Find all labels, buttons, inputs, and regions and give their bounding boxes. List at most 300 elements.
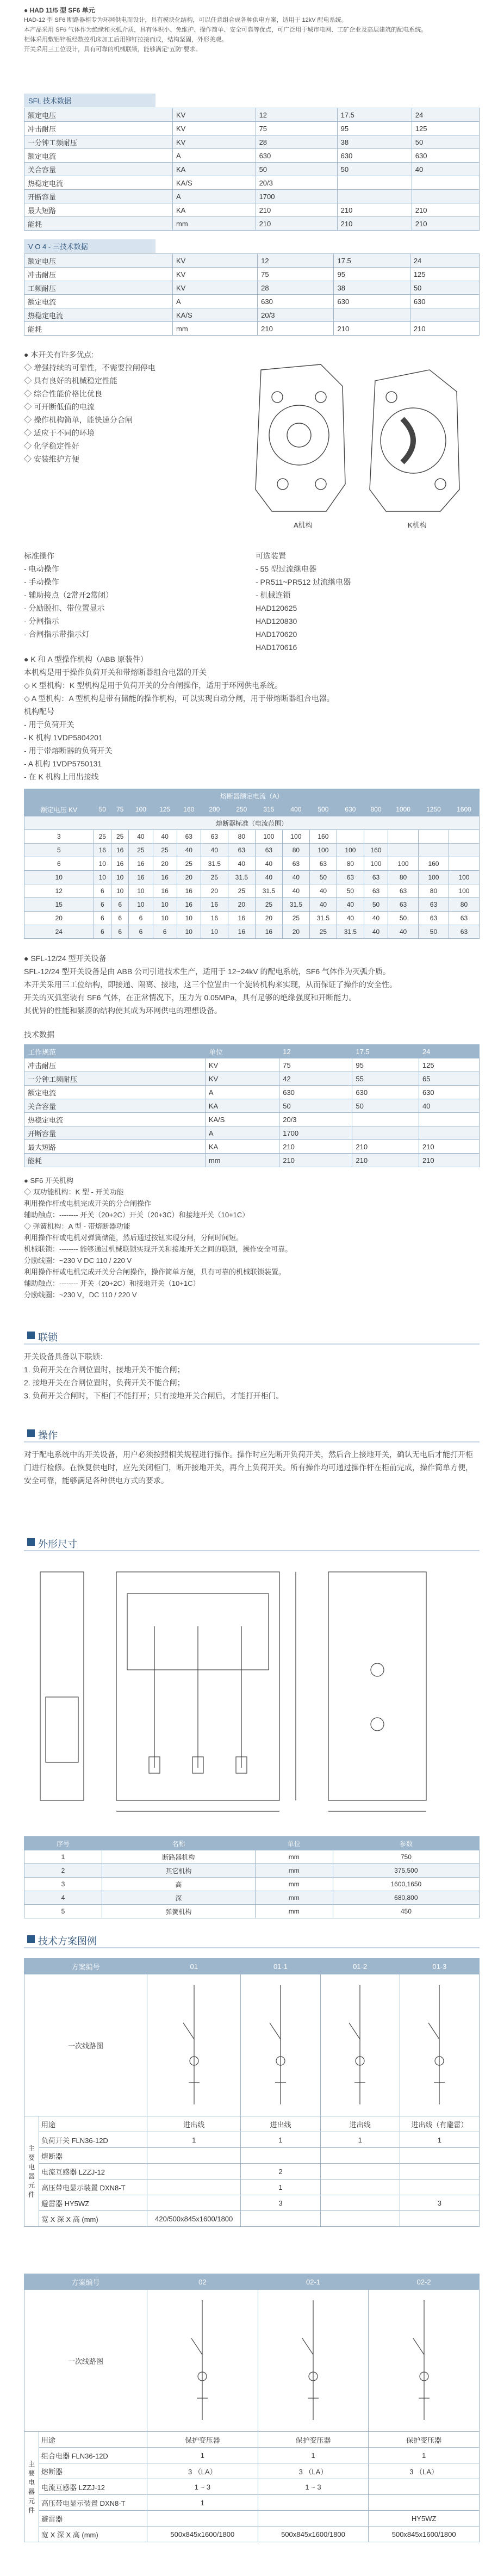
table-cell: 进出线 bbox=[241, 2116, 320, 2132]
table-cell bbox=[449, 857, 479, 871]
table-cell: 20/3 bbox=[258, 308, 334, 322]
table-cell: 能耗 bbox=[24, 1154, 206, 1167]
table-cell bbox=[147, 2164, 241, 2179]
table-cell: 6 bbox=[129, 912, 153, 925]
table-cell: 6 bbox=[94, 884, 111, 898]
table-cell: 弹簧机构 bbox=[102, 1905, 255, 1918]
table-cell: 熔断器 bbox=[39, 2463, 147, 2479]
table-cell: 210 bbox=[258, 322, 334, 336]
table-row bbox=[24, 322, 480, 336]
table-row bbox=[24, 2195, 480, 2211]
table-cell: 40 bbox=[255, 871, 282, 884]
table-cell: 进出线 bbox=[320, 2116, 400, 2132]
table-cell: 50 bbox=[337, 163, 412, 176]
table-cell: 16 bbox=[94, 844, 111, 857]
table-cell: 6 bbox=[111, 912, 128, 925]
table-cell: 1 ~ 3 bbox=[258, 2479, 369, 2495]
intro-line: 开关采用三工位设计，具有可靠的机械联锁，能够满足“五防”要求。 bbox=[24, 46, 202, 53]
table-cell: 630 bbox=[334, 295, 410, 308]
table-cell: 额定电压 bbox=[24, 108, 173, 122]
table-cell: 210 bbox=[337, 203, 412, 217]
table-cell: 75 bbox=[256, 122, 337, 135]
table-cell bbox=[364, 830, 388, 844]
table-cell: KV bbox=[173, 135, 256, 149]
table-cell: 40 bbox=[309, 898, 337, 912]
section-icon bbox=[27, 1429, 35, 1437]
table-header-row bbox=[24, 2274, 480, 2290]
optional-title: 可选装置 bbox=[256, 552, 286, 560]
diagram-svg bbox=[281, 2295, 346, 2425]
table-cell: 3 bbox=[24, 830, 94, 844]
table-cell: 进出线（有避雷） bbox=[400, 2116, 479, 2132]
v4-tech-title: V O 4 - 三技术数据 bbox=[24, 239, 155, 253]
table-cell: 125 bbox=[419, 1058, 479, 1072]
table-cell: 一分钟工频耐压 bbox=[24, 135, 173, 149]
sfl-tech-table bbox=[24, 108, 480, 231]
table-cell: 6 bbox=[24, 857, 94, 871]
table-cell: KA/S bbox=[173, 308, 258, 322]
table-row bbox=[24, 871, 480, 884]
table-cell: 保护变压器 bbox=[369, 2432, 480, 2448]
table-cell: 主要电器元件 bbox=[24, 2432, 39, 2542]
table-cell: 16 bbox=[111, 844, 128, 857]
table-cell: 160 bbox=[364, 844, 388, 857]
table-cell: 28 bbox=[258, 281, 334, 295]
section-icon bbox=[27, 1935, 35, 1943]
table-cell: 1 bbox=[241, 2179, 320, 2195]
table-cell: 50 bbox=[309, 871, 337, 884]
intro-line: 柜体采用敷铝锌板经数控机床加工后用铆钉拉接而成，结构坚固，外形美观。 bbox=[24, 36, 227, 43]
table-row bbox=[24, 830, 480, 844]
table-cell: 20/3 bbox=[279, 1113, 352, 1126]
table-cell: 主要电器元件 bbox=[24, 2116, 39, 2227]
table-cell bbox=[241, 2148, 320, 2164]
table-cell: 31.5 bbox=[309, 912, 337, 925]
table-cell: 开断容量 bbox=[24, 190, 173, 203]
table-cell: 10 bbox=[201, 925, 228, 939]
sf-mech-line: 利用操作杆或电机对弹簧储能，然后通过按钮实现分闸，分闸时间短。 bbox=[24, 1234, 244, 1242]
table-row bbox=[24, 149, 480, 163]
table-cell: 450 bbox=[333, 1905, 479, 1918]
table-cell: 2 bbox=[24, 1864, 102, 1878]
table-cell: 1 bbox=[320, 2132, 400, 2148]
ka-line: 机构配号 bbox=[24, 707, 54, 716]
optional-item: HAD120625 bbox=[256, 604, 297, 612]
table-cell: 80 bbox=[419, 884, 449, 898]
table-row bbox=[24, 217, 480, 231]
operation-text: 对于配电系统中的开关设备，用户必须按照相关规程进行操作。操作时应先断开负荷开关，然后合上接地开关，确认无电后才能打开柜门进行检修。在恢复供电时，应先关闭柜门，断开接地开关，再合上负荷开关。所有操作均可通过操作杆在柜前完成，操作简单方便，安全可靠，能够满足各种供电方式的要求。 bbox=[24, 1450, 473, 1485]
ka-line: - 在 K 机构上用出接线 bbox=[24, 772, 99, 781]
table-cell: 500x845x1600/1800 bbox=[258, 2527, 369, 2542]
table-row bbox=[24, 2527, 480, 2542]
table-cell: 63 bbox=[282, 857, 309, 871]
table-cell: 40 bbox=[282, 884, 309, 898]
table-cell: 63 bbox=[228, 844, 255, 857]
table-cell: 1 bbox=[24, 1850, 102, 1864]
table-cell: 16 bbox=[177, 884, 201, 898]
table-cell: 25 bbox=[309, 925, 337, 939]
table-cell bbox=[241, 2211, 320, 2227]
standard-item: - 合闸指示带指示灯 bbox=[24, 630, 90, 639]
standard-title: 标准操作 bbox=[24, 552, 54, 560]
schemes-title: 技术方案图例 bbox=[38, 1936, 97, 1947]
tech2-table bbox=[24, 1044, 480, 1167]
table-row bbox=[24, 203, 480, 217]
table-cell: 热稳定电流 bbox=[24, 1113, 206, 1126]
table-cell: mm bbox=[255, 1850, 333, 1864]
table-cell: 210 bbox=[419, 1154, 479, 1167]
table-cell: 高 bbox=[102, 1878, 255, 1891]
table-cell: 800 bbox=[364, 803, 388, 816]
table-row bbox=[24, 2132, 480, 2148]
optional-item: HAD120830 bbox=[256, 617, 297, 626]
table-cell bbox=[388, 844, 419, 857]
table-cell: 42 bbox=[279, 1072, 352, 1086]
table-row bbox=[24, 2479, 480, 2495]
table-cell: 50 bbox=[364, 898, 388, 912]
table-cell bbox=[449, 830, 479, 844]
table-cell: 80 bbox=[388, 871, 419, 884]
table-row bbox=[24, 857, 480, 871]
table-cell: 40 bbox=[177, 844, 201, 857]
feature-item: ◇ 增强持续的可靠性，不需要拉闸停电 bbox=[24, 363, 155, 372]
table-cell: 50 bbox=[410, 281, 479, 295]
mech-standard bbox=[24, 549, 241, 641]
features-heading: ● 本开关有许多优点: bbox=[24, 350, 94, 359]
table-cell: 200 bbox=[201, 803, 228, 816]
dimension-drawing bbox=[24, 1561, 480, 1822]
table-cell: 100 bbox=[255, 830, 282, 844]
interlock-line: 2. 接地开关在合闸位置时，负荷开关不能合闸； bbox=[24, 1378, 185, 1387]
sfl24-heading: ● SFL-12/24 型开关设备 bbox=[24, 954, 107, 963]
table-cell: 10 bbox=[177, 912, 201, 925]
table-cell bbox=[147, 2179, 241, 2195]
table-cell: KA/S bbox=[173, 176, 256, 190]
table-cell: 40 bbox=[419, 1099, 479, 1113]
table-cell: 100 bbox=[309, 844, 337, 857]
table-cell: 宽 X 深 X 高 (mm) bbox=[39, 2211, 147, 2227]
table-cell: 10 bbox=[94, 857, 111, 871]
single-line-diagram bbox=[241, 1974, 320, 2116]
standard-item: - 分励脱扣、带位置显示 bbox=[24, 604, 105, 612]
table-cell: 电流互感器 LZZJ-12 bbox=[39, 2479, 147, 2495]
optional-item: HAD170616 bbox=[256, 643, 297, 652]
diagram-svg bbox=[248, 1979, 313, 2110]
table-cell: 16 bbox=[228, 925, 255, 939]
table-cell: 40 bbox=[364, 912, 388, 925]
table-cell: 31.5 bbox=[255, 884, 282, 898]
table-cell: 额定电压 bbox=[24, 254, 173, 268]
table-header-row bbox=[24, 1837, 480, 1850]
table-cell: 100 bbox=[364, 857, 388, 871]
interlock-line: 1. 负荷开关在合闸位置时，接地开关不能合闸； bbox=[24, 1365, 185, 1374]
scheme-table-1 bbox=[24, 1958, 480, 2227]
table-cell: 3 （LA） bbox=[258, 2463, 369, 2479]
table-cell: 1700 bbox=[279, 1126, 352, 1140]
table-row bbox=[24, 1974, 480, 2116]
ka-line: ◇ A 型机构：A 型机构是带有储能的操作机构，可以实现自动分闸，用于带熔断器组合电器。 bbox=[24, 694, 334, 703]
table-cell: mm bbox=[255, 1905, 333, 1918]
table-cell: 热稳定电流 bbox=[24, 176, 173, 190]
table-cell: 630 bbox=[337, 803, 364, 816]
table-cell: 40 bbox=[282, 871, 309, 884]
table-cell: 开断容量 bbox=[24, 1126, 206, 1140]
table-cell: 方案编号 bbox=[24, 2274, 147, 2290]
table-row bbox=[24, 308, 480, 322]
table-row bbox=[24, 1126, 480, 1140]
table-cell: 210 bbox=[256, 203, 337, 217]
table-cell: 16 bbox=[228, 912, 255, 925]
table-row bbox=[24, 190, 480, 203]
table-cell: 01 bbox=[147, 1959, 241, 1974]
table-cell: 65 bbox=[419, 1072, 479, 1086]
ka-line: - K 机构 1VDP5804201 bbox=[24, 733, 103, 742]
table-cell: 63 bbox=[201, 830, 228, 844]
table-cell: 20 bbox=[228, 898, 255, 912]
table-cell: 能耗 bbox=[24, 322, 173, 336]
feature-item: ◇ 综合性能价格比优良 bbox=[24, 389, 102, 398]
table-cell: 31.5 bbox=[201, 857, 228, 871]
table-row bbox=[24, 254, 480, 268]
table-cell: 50 bbox=[337, 884, 364, 898]
table-cell bbox=[388, 830, 419, 844]
table-cell: 125 bbox=[153, 803, 177, 816]
table-cell: KV bbox=[173, 108, 256, 122]
intro-heading: ● HAD 11/5 型 SF6 单元 bbox=[24, 7, 95, 14]
table-cell: 16 bbox=[153, 884, 177, 898]
table-cell: 3 bbox=[24, 1878, 102, 1891]
table-cell: KA bbox=[205, 1099, 279, 1113]
table-cell: mm bbox=[205, 1154, 279, 1167]
sf-mech-line: ◇ 双功能机构：K 型 - 开关功能 bbox=[24, 1188, 124, 1196]
table-cell: 100 bbox=[282, 830, 309, 844]
table-cell: 95 bbox=[334, 268, 410, 281]
sfl24-line: 开关的灭弧室装有 SF6 气体，在正常情况下，压力为 0.05MPa，具有足够的绝缘强度和开断能力。 bbox=[24, 993, 357, 1002]
table-cell: 20 bbox=[282, 925, 309, 939]
single-line-diagram bbox=[258, 2290, 369, 2432]
table-cell: 序号 bbox=[24, 1837, 102, 1850]
table-cell: 15 bbox=[24, 898, 94, 912]
operation-header bbox=[24, 1425, 480, 1442]
table-cell: 熔断器标准（电流范围） bbox=[24, 816, 480, 830]
table-cell: 6 bbox=[94, 912, 111, 925]
table-cell: 用途 bbox=[39, 2432, 147, 2448]
table-cell: 16 bbox=[111, 857, 128, 871]
table-cell: 40 bbox=[201, 844, 228, 857]
table-cell: 38 bbox=[337, 135, 412, 149]
table-cell bbox=[419, 830, 449, 844]
table-cell bbox=[400, 2211, 479, 2227]
table-cell: 55 bbox=[352, 1072, 419, 1086]
table-row bbox=[24, 281, 480, 295]
table-cell: 100 bbox=[337, 844, 364, 857]
table-cell: 38 bbox=[334, 281, 410, 295]
table-cell: 12 bbox=[279, 1045, 352, 1058]
table-cell: 63 bbox=[388, 898, 419, 912]
table-cell: A bbox=[205, 1086, 279, 1099]
table-cell: 160 bbox=[309, 830, 337, 844]
table-cell: 210 bbox=[279, 1154, 352, 1167]
table-cell: mm bbox=[255, 1864, 333, 1878]
dims-title: 外形尺寸 bbox=[38, 1539, 77, 1550]
table-cell: 40 bbox=[255, 857, 282, 871]
table-cell bbox=[337, 190, 412, 203]
table-header-row bbox=[24, 816, 480, 830]
table-cell: 210 bbox=[352, 1140, 419, 1154]
table-cell: 6 bbox=[94, 898, 111, 912]
table-cell: 其它机构 bbox=[102, 1864, 255, 1878]
table-cell: 50 bbox=[412, 135, 479, 149]
table-row bbox=[24, 884, 480, 898]
table-row bbox=[24, 1099, 480, 1113]
table-cell: 名称 bbox=[102, 1837, 255, 1850]
table-row bbox=[24, 844, 480, 857]
table-row bbox=[24, 1058, 480, 1072]
table-cell: 630 bbox=[419, 1086, 479, 1099]
table-cell: 10 bbox=[129, 884, 153, 898]
table-row bbox=[24, 108, 480, 122]
table-cell: 50 bbox=[279, 1099, 352, 1113]
table-cell: 16 bbox=[201, 898, 228, 912]
table-cell: 断路器机构 bbox=[102, 1850, 255, 1864]
table-cell: mm bbox=[173, 217, 256, 231]
table-cell: 3 （LA） bbox=[369, 2463, 480, 2479]
table-cell: 25 bbox=[255, 898, 282, 912]
table-cell: 额定电压 KV bbox=[24, 803, 94, 816]
table-cell bbox=[352, 1126, 419, 1140]
table-cell: 80 bbox=[228, 830, 255, 844]
optional-item: - 机械连锁 bbox=[256, 591, 291, 599]
table-cell: 1000 bbox=[388, 803, 419, 816]
table-cell: 500 bbox=[309, 803, 337, 816]
table-cell: 20 bbox=[201, 884, 228, 898]
table-cell: 1250 bbox=[419, 803, 449, 816]
sfl24-line: SFL-12/24 型开关设备是由 ABB 公司引进技术生产，适用于 12~24kV 的配电系统，SF6 气体作为灭弧介质。 bbox=[24, 967, 391, 976]
table-row bbox=[24, 925, 480, 939]
k-mech-label: K机构 bbox=[408, 521, 427, 529]
table-cell: 20 bbox=[255, 912, 282, 925]
table-row bbox=[24, 1878, 480, 1891]
diagram-svg bbox=[170, 2295, 235, 2425]
table-cell: 80 bbox=[337, 857, 364, 871]
table-cell: 680,800 bbox=[333, 1891, 479, 1905]
table-cell: 63 bbox=[419, 898, 449, 912]
table-cell: 75 bbox=[258, 268, 334, 281]
table-cell bbox=[369, 2479, 480, 2495]
table-row bbox=[24, 898, 480, 912]
interlock-line: 3. 负荷开关合闸时，下柜门不能打开；只有接地开关合闸后，才能打开柜门。 bbox=[24, 1391, 284, 1400]
table-cell bbox=[147, 2511, 258, 2527]
table-row bbox=[24, 2495, 480, 2511]
table-cell bbox=[400, 2179, 479, 2195]
table-cell: 熔断器额定电流（A） bbox=[24, 789, 480, 803]
table-cell: 10 bbox=[111, 871, 128, 884]
table-cell: 420/500x845x1600/1800 bbox=[147, 2211, 241, 2227]
table-cell: 避雷器 bbox=[39, 2511, 147, 2527]
table-row bbox=[24, 163, 480, 176]
table-cell: 63 bbox=[309, 857, 337, 871]
table-cell bbox=[320, 2148, 400, 2164]
table-cell: 25 bbox=[153, 844, 177, 857]
table-cell bbox=[320, 2179, 400, 2195]
ka-line: - 用于负荷开关 bbox=[24, 720, 74, 729]
table-cell: 95 bbox=[337, 122, 412, 135]
table-cell: 额定电流 bbox=[24, 295, 173, 308]
table-cell: 17.5 bbox=[337, 108, 412, 122]
table-cell: 16 bbox=[129, 857, 153, 871]
table-cell: 20 bbox=[153, 857, 177, 871]
table-cell: 630 bbox=[352, 1086, 419, 1099]
ka-desc bbox=[24, 653, 480, 783]
table-cell: 1700 bbox=[256, 190, 337, 203]
interlock-line: 开关设备具备以下联锁： bbox=[24, 1352, 108, 1361]
table-cell: 25 bbox=[228, 884, 255, 898]
table-header-row bbox=[24, 1045, 480, 1058]
table-cell: 630 bbox=[258, 295, 334, 308]
table-cell bbox=[147, 2195, 241, 2211]
table-cell: 3 （LA） bbox=[147, 2463, 258, 2479]
table-cell: KV bbox=[205, 1072, 279, 1086]
table-cell: 210 bbox=[352, 1154, 419, 1167]
table-cell: 25 bbox=[94, 830, 111, 844]
table-cell: 10 bbox=[153, 898, 177, 912]
table-cell: 50 bbox=[256, 163, 337, 176]
table-cell: 冲击耐压 bbox=[24, 268, 173, 281]
table-row bbox=[24, 1891, 480, 1905]
table-cell: KA bbox=[205, 1140, 279, 1154]
table-cell: 12 bbox=[24, 884, 94, 898]
sf-mech-line: ● SF6 开关机构 bbox=[24, 1176, 73, 1185]
table-row bbox=[24, 1086, 480, 1099]
single-line-diagram bbox=[320, 1974, 400, 2116]
table-cell: 630 bbox=[256, 149, 337, 163]
table-cell: 1600,1650 bbox=[333, 1878, 479, 1891]
interlock-body bbox=[24, 1350, 480, 1402]
sf-mech-line: 机械联锁：-------- 能够通过机械联锁实现开关和接地开关之间的联锁，操作安全可靠。 bbox=[24, 1245, 293, 1253]
table-cell: 40 bbox=[388, 925, 419, 939]
table-cell: 宽 X 深 X 高 (mm) bbox=[39, 2527, 147, 2542]
table-cell bbox=[419, 1126, 479, 1140]
table-cell: 4 bbox=[24, 1891, 102, 1905]
table-cell: 关合容量 bbox=[24, 1099, 206, 1113]
table-cell: 40 bbox=[412, 163, 479, 176]
table-cell: 25 bbox=[282, 912, 309, 925]
table-row bbox=[24, 2179, 480, 2195]
table-cell: 750 bbox=[333, 1850, 479, 1864]
table-row bbox=[24, 1864, 480, 1878]
sf-mech-line: 分励线圈：~230 V，DC 110 / 220 V bbox=[24, 1291, 137, 1299]
table-cell: A bbox=[173, 149, 256, 163]
table-cell: 100 bbox=[449, 884, 479, 898]
table-cell: 1 bbox=[400, 2132, 479, 2148]
table-cell: A bbox=[173, 295, 258, 308]
operation-title: 操作 bbox=[38, 1430, 58, 1441]
table-cell: 02-1 bbox=[258, 2274, 369, 2290]
table-cell: 5 bbox=[24, 1905, 102, 1918]
table-cell: 24 bbox=[410, 254, 479, 268]
table-cell: 40 bbox=[153, 830, 177, 844]
table-cell: mm bbox=[255, 1878, 333, 1891]
table-cell: 24 bbox=[412, 108, 479, 122]
table-cell bbox=[320, 2195, 400, 2211]
table-cell: KV bbox=[173, 268, 258, 281]
ka-heading: ● K 和 A 型操作机构（ABB 原装件） bbox=[24, 655, 148, 664]
table-cell bbox=[412, 190, 479, 203]
sf-mech-line: 利用操作杆或电机完成开关分合闸操作，操作简单方便，具有可靠的机械联锁装置。 bbox=[24, 1268, 286, 1276]
table-row bbox=[24, 1140, 480, 1154]
diagram-svg bbox=[391, 2295, 457, 2425]
table-cell bbox=[320, 2164, 400, 2179]
